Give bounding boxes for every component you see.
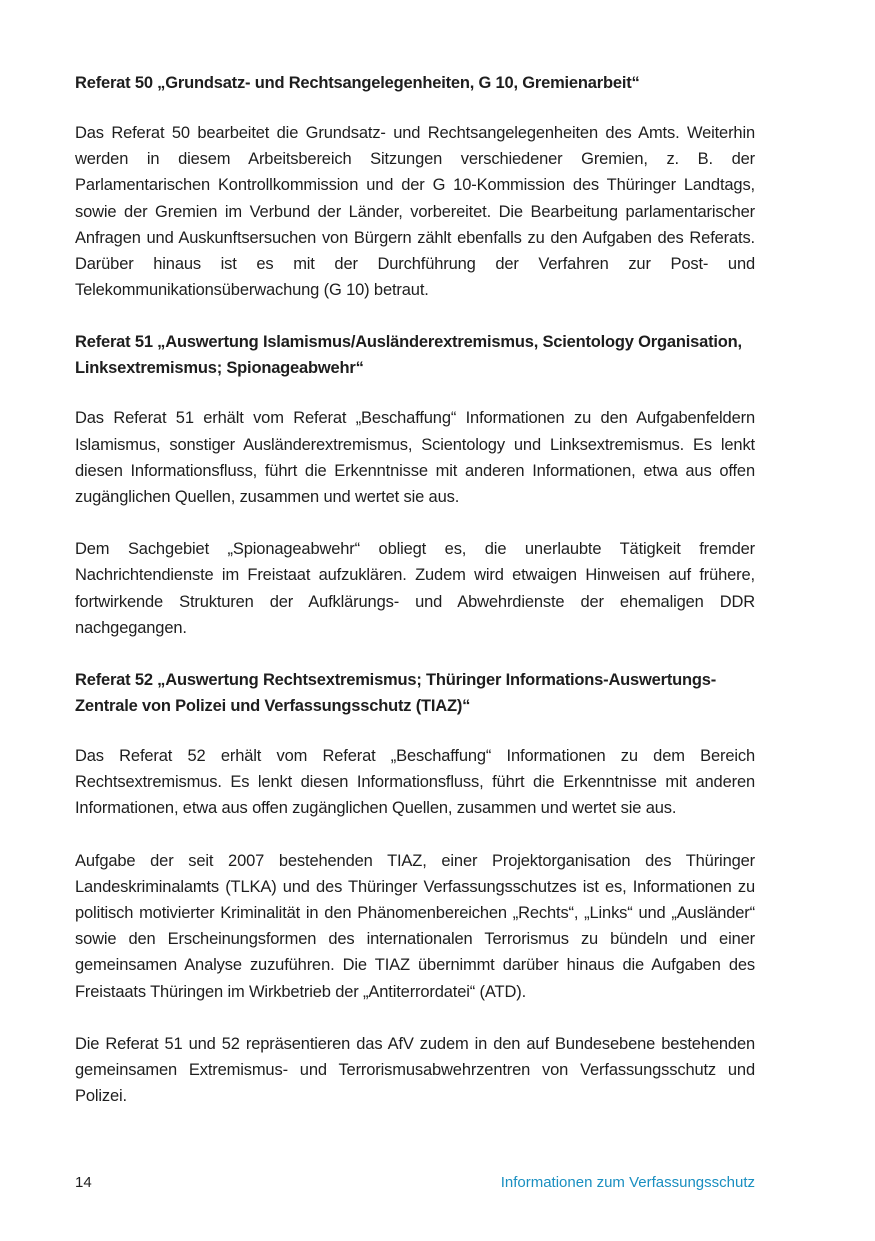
page-footer	[75, 1172, 755, 1194]
section-heading: Referat 52 „Auswertung Rechtsextremismus; Thüringer Informations-Auswertungs-Zentrale von Polizei und Verfassungsschutz (TIAZ)“	[75, 671, 717, 716]
paragraph: Das Referat 50 bearbeitet die Grundsatz- und Rechtsangelegenheiten des Amts. Weiterhin werden in diesem Arbeitsbereich Sitzungen verschiedener Gremien, z. B. der Parlamentarischen Kontrollkommission und der G 10-Kommission des Thüringer Landtags, sowie der Gremien im Verbund der Länder, vorbereitet. Die Bearbeitung parlamentarischer Anfragen und Auskunftsersuchen von Bürgern zählt ebenfalls zu den Aufgaben des Referats. Darüber hinaus ist es mit der Durchführung der Verfahren zur Post- und Telekommunikationsüberwachung (G 10) betraut.	[75, 124, 755, 300]
section-referat-50	[75, 70, 755, 303]
paragraph: Das Referat 52 erhält vom Referat „Beschaffung“ Informationen zu dem Bereich Rechtsextremismus. Es lenkt diesen Informationsfluss, führt die Erkenntnisse mit anderen Informationen, etwa aus offen zugänglichen Quellen, zusammen und wertet sie aus.	[75, 747, 755, 818]
paragraph: Das Referat 51 erhält vom Referat „Beschaffung“ Informationen zu den Aufgabenfeldern Islamismus, sonstiger Ausländerextremismus, Scientology und Linksextremismus. Es lenkt diesen Informationsfluss, führt die Erkenntnisse mit anderen Informationen, etwa aus offen zugänglichen Quellen, zusammen und wertet sie aus.	[75, 409, 755, 507]
page-number: 14	[75, 1174, 92, 1191]
paragraph: Die Referat 51 und 52 repräsentieren das AfV zudem in den auf Bundesebene bestehenden gemeinsamen Extremismus- und Terrorismusabwehrzentren von Verfassungsschutz und Polizei.	[75, 1034, 755, 1106]
section-heading: Referat 51 „Auswertung Islamismus/Ausländerextremismus, Scientology Organisation, Linksextremismus; Spionageabwehr“	[75, 333, 742, 378]
paragraph: Dem Sachgebiet „Spionageabwehr“ obliegt es, die unerlaubte Tätigkeit fremder Nachrichtendienste im Freistaat aufzuklären. Zudem wird etwaigen Hinweisen auf frühere, fortwirkende Strukturen der Aufklärungs- und Abwehrdienste der ehemaligen DDR nachgegangen.	[75, 540, 755, 637]
footer-title: Informationen zum Verfassungsschutz	[500, 1174, 755, 1191]
section-referat-51	[75, 329, 755, 641]
document-page	[75, 70, 755, 1135]
section-heading: Referat 50 „Grundsatz- und Rechtsangelegenheiten, G 10, Gremienarbeit“	[75, 74, 640, 92]
section-referat-52	[75, 667, 755, 1109]
paragraph: Aufgabe der seit 2007 bestehenden TIAZ, einer Projektorganisation des Thüringer Landeskriminalamts (TLKA) und des Thüringer Verfassungsschutzes ist es, Informationen zu politisch motivierter Kriminalität in den Phänomenbereichen „Rechts“, „Links“ und „Ausländer“ sowie den Erscheinungsformen des internationalen Terrorismus zu bündeln und einer gemeinsamen Analyse zuzuführen. Die TIAZ übernimmt darüber hinaus die Aufgaben des Freistaats Thüringen im Wirkbetrieb der „Antiterrordatei“ (ATD).	[75, 851, 755, 1001]
